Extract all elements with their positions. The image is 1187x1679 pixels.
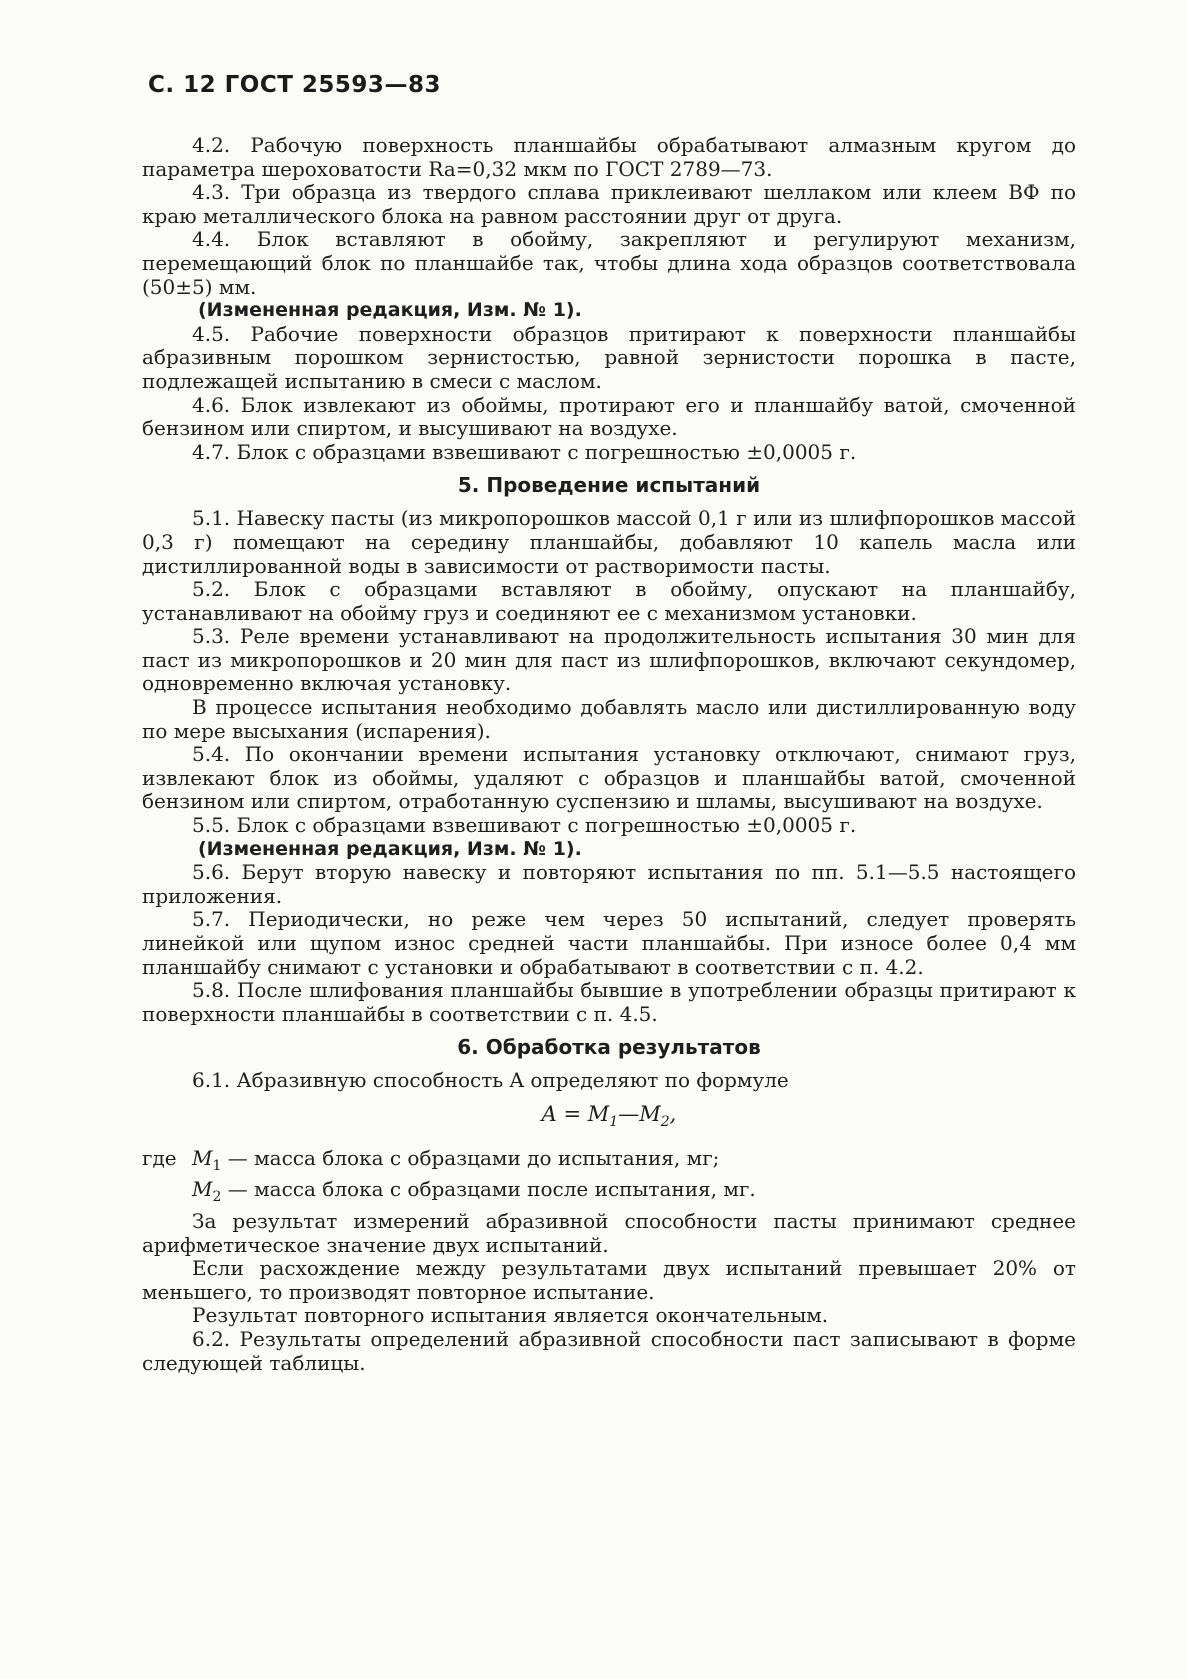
paragraph-4-7: 4.7. Блок с образцами взвешивают с погрешностью ±0,0005 г. bbox=[192, 439, 857, 464]
paragraph-4-5: 4.5. Рабочие поверхности образцов притирают к поверхности планшайбы абразивным порошком зернистостью, равной зернистости порошка в пасте, подлежащей испытанию в смеси с маслом. bbox=[142, 321, 1076, 393]
paragraph-4-6: 4.6. Блок извлекают из обоймы, протирают его и планшайбу ватой, смоченной бензином или спиртом, и высушивают на воздухе. bbox=[142, 392, 1076, 441]
paragraph-result: За результат измерений абразивной способности пасты принимают среднее арифметическое значение двух испытаний. bbox=[142, 1208, 1076, 1257]
edit-note: (Измененная редакция, Изм. № 1). bbox=[198, 837, 582, 860]
paragraph-4-2: 4.2. Рабочую поверхность планшайбы обрабатывают алмазным кругом до параметра шероховатости Ra=0,32 мкм по ГОСТ 2789—73. bbox=[142, 133, 1076, 181]
m1-description: — масса блока с образцами до испытания, мг; bbox=[221, 1145, 720, 1170]
paragraph-5-2: 5.2. Блок с образцами вставляют в обойму, опускают на планшайбу, устанавливают на обойму груз и соединяют ее с механизмом установки. bbox=[142, 577, 1076, 625]
paragraph-6-2: 6.2. Результаты определений абразивной способности паст записывают в форме следующей таблицы. bbox=[142, 1326, 1076, 1375]
m1-symbol: M bbox=[192, 1145, 213, 1170]
where-m1-row bbox=[142, 1147, 1076, 1179]
page-body bbox=[142, 134, 1076, 1375]
paragraph-5-6: 5.6. Берут вторую навеску и повторяют испытания по пп. 5.1—5.5 настоящего приложения. bbox=[142, 860, 1076, 908]
paragraph-5-7: 5.7. Периодически, но реже чем через 50 испытаний, следует проверять линейкой или щупом износ средней части планшайбы. При износе более 0,4 мм планшайбу снимают с установки и обрабатывают в соответствии с п. 4.2. bbox=[142, 907, 1076, 979]
formula-m1-subscript: 1 bbox=[609, 1114, 619, 1131]
paragraph-5-5: 5.5. Блок с образцами взвешивают с погрешностью ±0,0005 г. bbox=[192, 813, 857, 838]
m1-subscript: 1 bbox=[212, 1157, 222, 1174]
paragraph-5-3-continued: В процессе испытания необходимо добавлять масло или дистиллированную воду по мере высыхания (испарения). bbox=[142, 695, 1076, 743]
paragraph-discrepancy: Если расхождение между результатами двух испытаний превышает 20% от меньшего, то производят повторное испытание. bbox=[142, 1256, 1076, 1304]
formula-minus: — bbox=[618, 1101, 640, 1126]
paragraph-5-4: 5.4. По окончании времени испытания установку отключают, снимают груз, извлекают блок из обоймы, удаляют с образцов и планшайбы ватой, смоченной бензином или спиртом, отработанную суспензию и шламы, высушивают на воздухе. bbox=[142, 742, 1076, 814]
formula-tail: , bbox=[669, 1101, 677, 1126]
paragraph-5-3: 5.3. Реле времени устанавливают на продолжительность испытания 30 мин для паст из микропорошков и 20 мин для паст из шлифпорошков, включают секундомер, одновременно включая установку. bbox=[142, 624, 1076, 696]
formula-m2: M bbox=[639, 1101, 661, 1126]
formula-lhs: A bbox=[541, 1101, 557, 1126]
paragraph-4-4: 4.4. Блок вставляют в обойму, закрепляют и регулируют механизм, перемещающий блок по планшайбе так, чтобы длина хода образцов соответствовала (50±5) мм. bbox=[142, 227, 1076, 299]
formula-m1: M bbox=[587, 1101, 610, 1126]
formula-m2-subscript: 2 bbox=[660, 1114, 670, 1131]
paragraph-5-1: 5.1. Навеску пасты (из микропорошков массой 0,1 г или из шлифпорошков массой 0,3 г) помещают на середину планшайбы, добавляют 10 капель масла или дистиллированной воды в зависимости от растворимости пасты. bbox=[142, 506, 1076, 578]
m2-description: — масса блока с образцами после испытания, мг. bbox=[221, 1177, 756, 1202]
where-m2-row bbox=[142, 1178, 1076, 1210]
paragraph-5-8: 5.8. После шлифования планшайбы бывшие в употреблении образцы притирают к поверхности планшайбы в соответствии с п. 4.5. bbox=[142, 978, 1076, 1026]
m2-subscript: 2 bbox=[212, 1189, 222, 1206]
formula bbox=[142, 1103, 1076, 1135]
paragraph-final: Результат повторного испытания является окончательным. bbox=[192, 1303, 829, 1328]
where-m2-definition bbox=[192, 1178, 756, 1210]
where-label: где bbox=[142, 1145, 177, 1170]
paragraph-4-3: 4.3. Три образца из твердого сплава приклеивают шеллаком или клеем ВФ по краю металлического блока на равном расстоянии друг от друга. bbox=[142, 180, 1076, 228]
edit-note: (Измененная редакция, Изм. № 1). bbox=[198, 299, 582, 322]
section-6-title: 6. Обработка результатов bbox=[457, 1035, 761, 1060]
where-m1-definition bbox=[192, 1147, 719, 1179]
paragraph-6-1: 6.1. Абразивную способность A определяют по формуле bbox=[192, 1068, 789, 1093]
page-header: С. 12 ГОСТ 25593—83 bbox=[148, 72, 441, 98]
m2-symbol: M bbox=[192, 1177, 213, 1202]
formula-equals: = bbox=[556, 1101, 588, 1126]
section-5-title: 5. Проведение испытаний bbox=[457, 473, 761, 498]
